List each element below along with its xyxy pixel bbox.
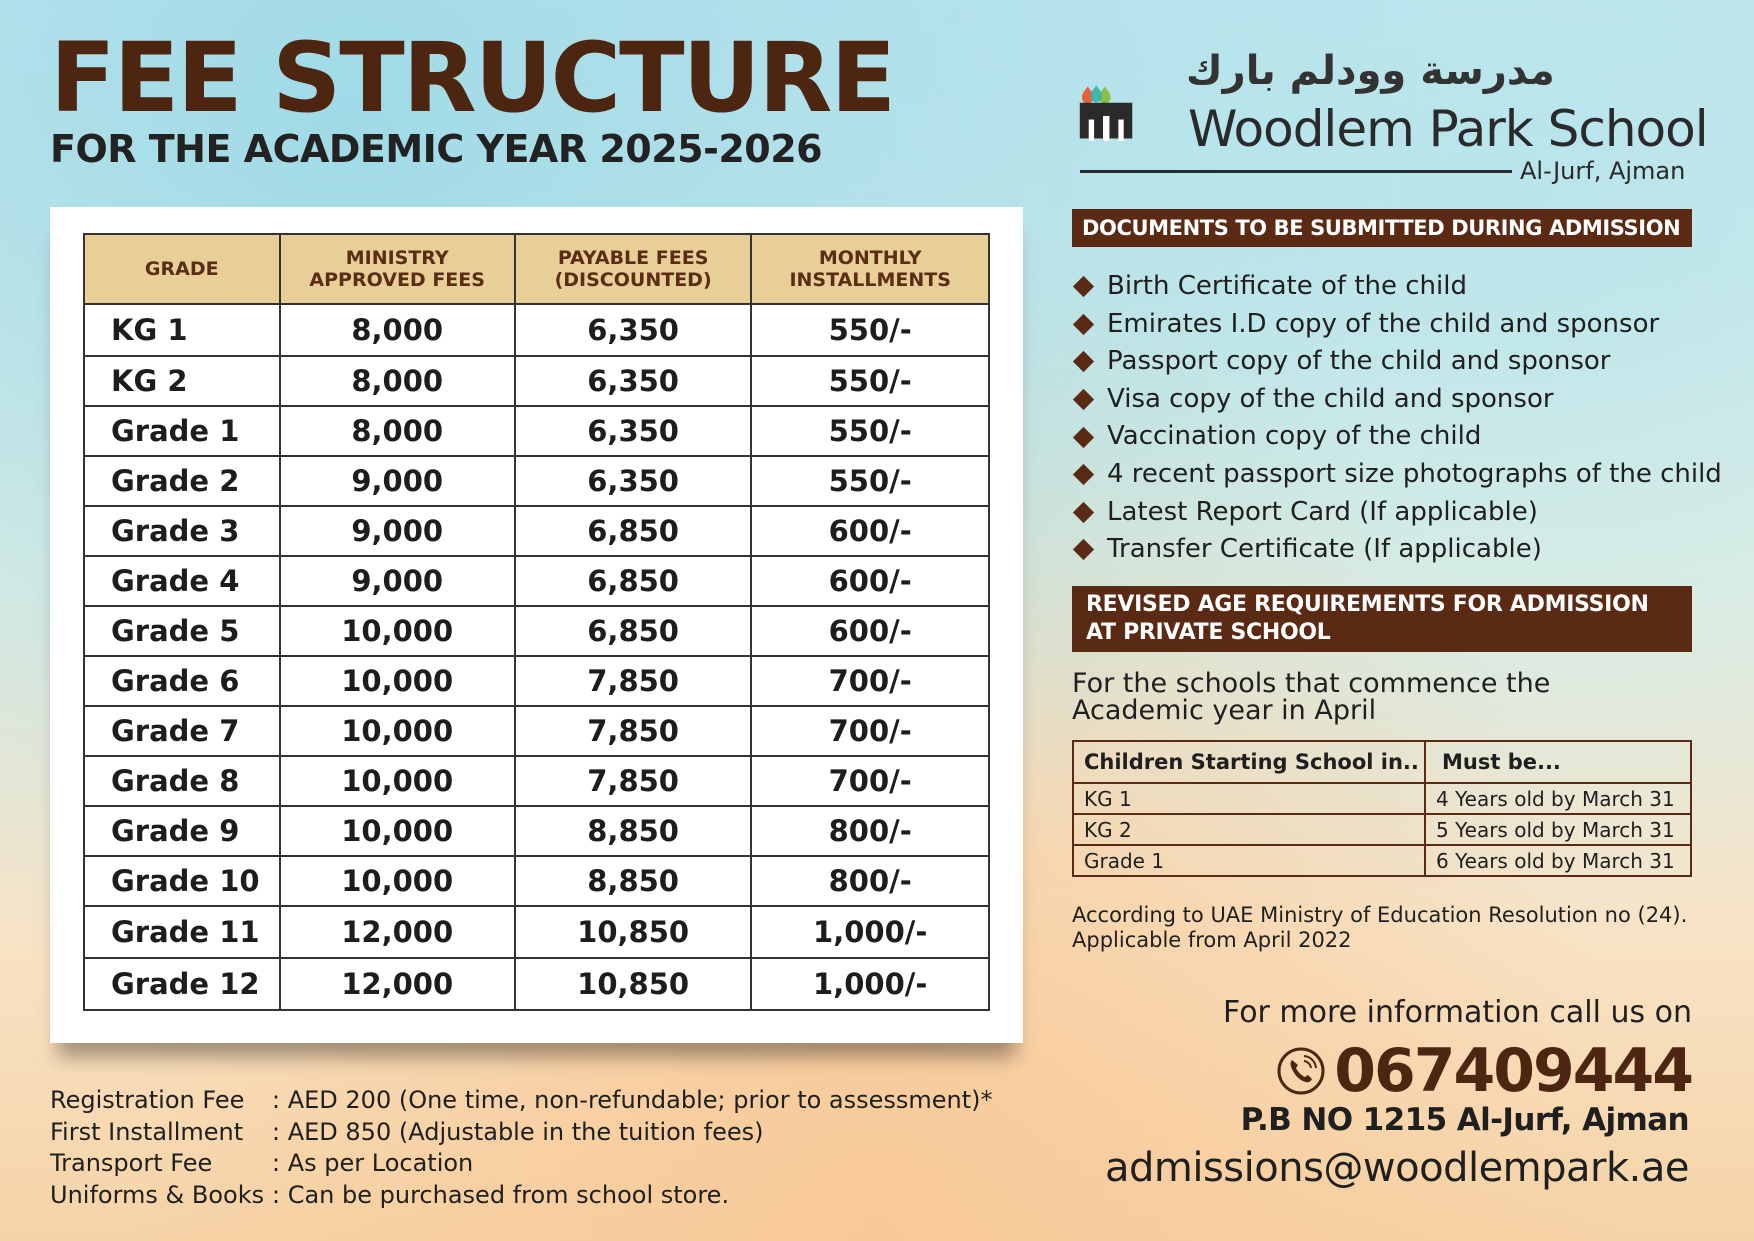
- age-table-header-row: [1073, 741, 1691, 783]
- ministry-fee-cell: 12,000: [280, 906, 515, 958]
- installment-cell: 700/-: [751, 656, 989, 706]
- ministry-fee-cell: 10,000: [280, 856, 515, 906]
- payable-fee-cell: 7,850: [515, 656, 752, 706]
- phone-block: [1276, 1038, 1692, 1104]
- age-grade-cell: KG 2: [1073, 814, 1425, 845]
- ministry-fee-cell: 8,000: [280, 356, 515, 406]
- header-grade: GRADE: [84, 234, 280, 304]
- fee-table: [83, 233, 990, 1011]
- payable-fee-cell: 7,850: [515, 706, 752, 756]
- payable-fee-cell: 10,850: [515, 906, 752, 958]
- table-row: [84, 556, 989, 606]
- note-label: Uniforms & Books: [50, 1180, 265, 1209]
- note-value: : AED 850 (Adjustable in the tuition fees): [272, 1117, 764, 1146]
- age-requirement-cell: 5 Years old by March 31: [1425, 814, 1691, 845]
- installment-cell: 700/-: [751, 706, 989, 756]
- diamond-bullet-icon: [1073, 276, 1094, 297]
- diamond-bullet-icon: [1073, 389, 1094, 410]
- list-item: [1074, 268, 1722, 306]
- installment-cell: 800/-: [751, 806, 989, 856]
- logo-divider: [1080, 170, 1512, 173]
- age-title-text: REVISED AGE REQUIREMENTS FOR ADMISSION AT PRIVATE SCHOOL: [1086, 592, 1649, 645]
- installment-cell: 600/-: [751, 506, 989, 556]
- grade-cell: KG 1: [84, 304, 280, 356]
- grade-cell: Grade 10: [84, 856, 280, 906]
- grade-cell: Grade 11: [84, 906, 280, 958]
- payable-fee-cell: 6,850: [515, 506, 752, 556]
- ministry-fee-cell: 9,000: [280, 506, 515, 556]
- grade-cell: Grade 1: [84, 406, 280, 456]
- installment-cell: 800/-: [751, 856, 989, 906]
- note-registration: [50, 1085, 993, 1117]
- call-text: For more information call us on: [1223, 995, 1692, 1030]
- table-row: [1073, 783, 1691, 814]
- document-text: 4 recent passport size photographs of the child: [1107, 458, 1722, 489]
- ministry-fee-cell: 8,000: [280, 406, 515, 456]
- grade-cell: Grade 8: [84, 756, 280, 806]
- documents-list: [1074, 268, 1722, 569]
- installment-cell: 550/-: [751, 456, 989, 506]
- document-text: Visa copy of the child and sponsor: [1107, 383, 1554, 414]
- phone-icon: [1276, 1046, 1326, 1096]
- list-item: [1074, 343, 1722, 381]
- documents-title: DOCUMENTS TO BE SUBMITTED DURING ADMISSION: [1072, 209, 1692, 247]
- table-row: [84, 856, 989, 906]
- diamond-bullet-icon: [1073, 427, 1094, 448]
- ministry-fee-cell: 9,000: [280, 456, 515, 506]
- age-requirement-cell: 4 Years old by March 31: [1425, 783, 1691, 814]
- grade-cell: Grade 9: [84, 806, 280, 856]
- installment-cell: 550/-: [751, 356, 989, 406]
- header-payable-fees: PAYABLE FEES (DISCOUNTED): [515, 234, 752, 304]
- note-value: : Can be purchased from school store.: [272, 1180, 730, 1209]
- note-label: First Installment: [50, 1117, 244, 1146]
- installment-cell: 600/-: [751, 556, 989, 606]
- diamond-bullet-icon: [1073, 314, 1094, 335]
- age-grade-cell: KG 1: [1073, 783, 1425, 814]
- ministry-fee-cell: 12,000: [280, 958, 515, 1010]
- installment-cell: 600/-: [751, 606, 989, 656]
- school-logo-icon: [1078, 44, 1188, 154]
- note-value: : AED 200 (One time, non-refundable; prior to assessment)*: [272, 1086, 993, 1114]
- document-text: Transfer Certificate (If applicable): [1107, 534, 1542, 565]
- grade-cell: Grade 6: [84, 656, 280, 706]
- diamond-bullet-icon: [1073, 539, 1094, 560]
- diamond-bullet-icon: [1073, 351, 1094, 372]
- table-row: [84, 506, 989, 556]
- school-location: Al-Jurf, Ajman: [1520, 157, 1686, 185]
- list-item: [1074, 494, 1722, 532]
- ministry-fee-cell: 8,000: [280, 304, 515, 356]
- payable-fee-cell: 8,850: [515, 856, 752, 906]
- list-item: [1074, 381, 1722, 419]
- payable-fee-cell: 7,850: [515, 756, 752, 806]
- document-text: Latest Report Card (If applicable): [1107, 496, 1538, 527]
- ministry-fee-cell: 10,000: [280, 806, 515, 856]
- list-item: [1074, 306, 1722, 344]
- installment-cell: 1,000/-: [751, 906, 989, 958]
- table-row: [84, 304, 989, 356]
- note-value: : As per Location: [272, 1149, 474, 1177]
- table-row: [84, 906, 989, 958]
- ministry-fee-cell: 9,000: [280, 556, 515, 606]
- payable-fee-cell: 6,350: [515, 304, 752, 356]
- table-row: [84, 456, 989, 506]
- age-grade-cell: Grade 1: [1073, 845, 1425, 876]
- grade-cell: Grade 4: [84, 556, 280, 606]
- table-row: [1073, 814, 1691, 845]
- list-item: [1074, 531, 1722, 569]
- grade-cell: Grade 5: [84, 606, 280, 656]
- grade-cell: Grade 3: [84, 506, 280, 556]
- fee-table-card: [50, 207, 1023, 1043]
- table-row: [84, 656, 989, 706]
- document-text: Birth Certificate of the child: [1107, 271, 1467, 301]
- note-label: Transport Fee: [50, 1149, 213, 1177]
- payable-fee-cell: 10,850: [515, 958, 752, 1010]
- page-subtitle: FOR THE ACADEMIC YEAR 2025-2026: [50, 127, 823, 171]
- ministry-fee-cell: 10,000: [280, 606, 515, 656]
- header-must-be: Must be...: [1425, 741, 1691, 783]
- payable-fee-cell: 6,850: [515, 606, 752, 656]
- diamond-bullet-icon: [1073, 502, 1094, 523]
- table-row: [84, 706, 989, 756]
- note-uniforms: [50, 1180, 993, 1212]
- payable-fee-cell: 6,350: [515, 406, 752, 456]
- payable-fee-cell: 6,850: [515, 556, 752, 606]
- fee-notes: [50, 1085, 993, 1211]
- installment-cell: 550/-: [751, 406, 989, 456]
- school-name: Woodlem Park School: [1188, 100, 1708, 158]
- table-row: [84, 406, 989, 456]
- ministry-fee-cell: 10,000: [280, 656, 515, 706]
- header-children-starting: Children Starting School in..: [1073, 741, 1425, 783]
- diamond-bullet-icon: [1073, 464, 1094, 485]
- ministry-fee-cell: 10,000: [280, 756, 515, 806]
- email-link[interactable]: admissions@woodlempark.ae: [1104, 1145, 1689, 1191]
- note-label: Registration Fee: [50, 1086, 245, 1114]
- payable-fee-cell: 6,350: [515, 356, 752, 406]
- resolution-note: According to UAE Ministry of Education Resolution no (24). Applicable from April 2022: [1072, 903, 1688, 952]
- grade-cell: Grade 2: [84, 456, 280, 506]
- document-text: Passport copy of the child and sponsor: [1107, 346, 1611, 377]
- phone-number[interactable]: 067409444: [1334, 1036, 1692, 1106]
- table-row: [84, 356, 989, 406]
- age-table: [1072, 740, 1692, 877]
- header-ministry-fees: MINISTRY APPROVED FEES: [280, 234, 515, 304]
- note-transport: [50, 1148, 993, 1180]
- page-title: FEE STRUCTURE: [50, 22, 895, 134]
- installment-cell: 1,000/-: [751, 958, 989, 1010]
- document-text: Emirates I.D copy of the child and sponsor: [1107, 308, 1660, 339]
- school-arabic-name: مدرسة وودلم بارك: [1186, 48, 1555, 94]
- document-text: Vaccination copy of the child: [1107, 421, 1482, 452]
- table-row: [84, 606, 989, 656]
- po-box: P.B NO 1215 Al-Jurf, Ajman: [1240, 1102, 1689, 1138]
- installment-cell: 700/-: [751, 756, 989, 806]
- table-row: [84, 958, 989, 1010]
- age-intro: For the schools that commence the Academic year in April: [1072, 668, 1551, 726]
- payable-fee-cell: 6,350: [515, 456, 752, 506]
- payable-fee-cell: 8,850: [515, 806, 752, 856]
- fee-table-header-row: [84, 234, 989, 304]
- header-monthly-installments: MONTHLY INSTALLMENTS: [751, 234, 989, 304]
- table-row: [84, 806, 989, 856]
- list-item: [1074, 418, 1722, 456]
- list-item: [1074, 456, 1722, 494]
- table-row: [84, 756, 989, 806]
- table-row: [1073, 845, 1691, 876]
- grade-cell: Grade 7: [84, 706, 280, 756]
- grade-cell: KG 2: [84, 356, 280, 406]
- note-first-installment: [50, 1117, 993, 1149]
- age-requirement-cell: 6 Years old by March 31: [1425, 845, 1691, 876]
- grade-cell: Grade 12: [84, 958, 280, 1010]
- age-requirements-title: [1072, 586, 1692, 652]
- installment-cell: 550/-: [751, 304, 989, 356]
- ministry-fee-cell: 10,000: [280, 706, 515, 756]
